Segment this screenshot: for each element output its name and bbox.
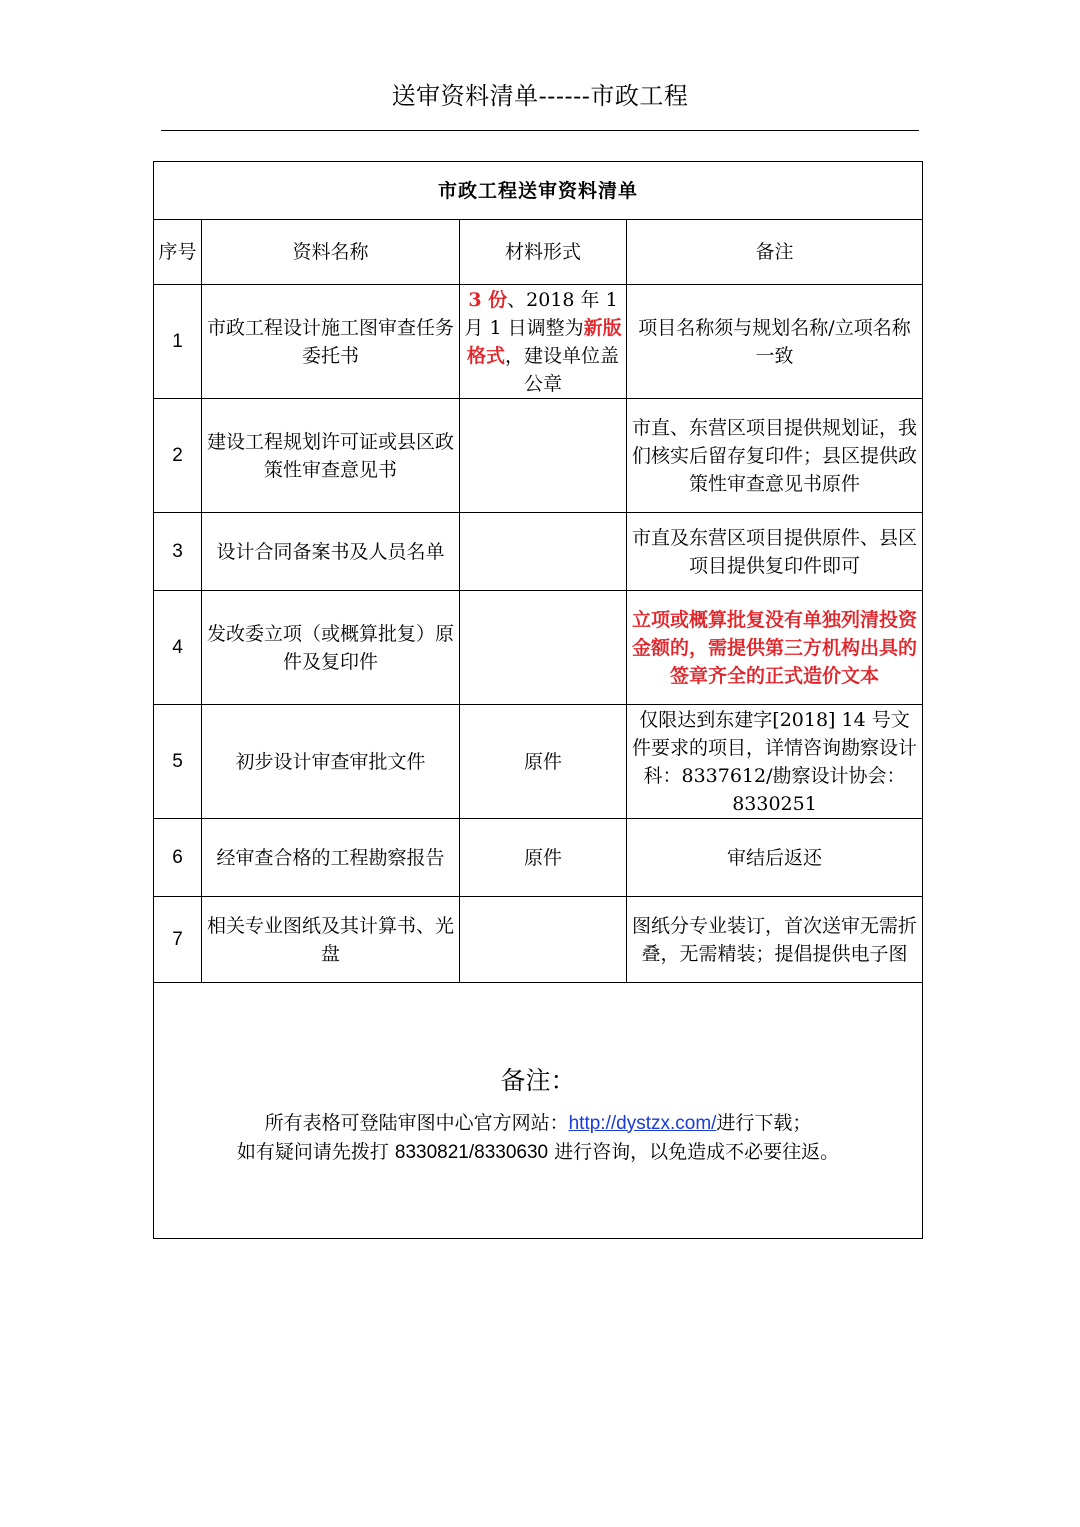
row-seq: 5 xyxy=(154,705,202,819)
row-name: 发改委立项（或概算批复）原件及复印件 xyxy=(202,591,460,705)
header-divider xyxy=(161,130,919,131)
row-remark: 图纸分专业装订，首次送审无需折叠，无需精装；提倡提供电子图 xyxy=(627,897,923,983)
form-copies-emphasis: 3 份 xyxy=(468,288,508,311)
row-form xyxy=(460,285,627,399)
form-date-text: 、2018 年 1 月 1 日调整为 xyxy=(464,288,618,339)
website-link[interactable]: http://dystzx.com/ xyxy=(568,1112,717,1134)
form-new-format-emphasis: 新版格式 xyxy=(466,316,622,367)
table-row xyxy=(154,897,923,983)
row-form: 原件 xyxy=(460,819,627,897)
column-header-name: 资料名称 xyxy=(202,220,460,285)
notes-download-line xyxy=(158,1109,918,1138)
table-title: 市政工程送审资料清单 xyxy=(154,162,923,220)
row-form: 原件 xyxy=(460,705,627,819)
row-name: 设计合同备案书及人员名单 xyxy=(202,513,460,591)
row-remark-emphasis: 立项或概算批复没有单独列清投资金额的，需提供第三方机构出具的签章齐全的正式造价文本 xyxy=(627,591,923,705)
column-header-remark: 备注 xyxy=(627,220,923,285)
notes-section xyxy=(154,983,923,1239)
row-form xyxy=(460,591,627,705)
notes-contact-line xyxy=(158,1138,918,1167)
row-seq: 7 xyxy=(154,897,202,983)
row-remark: 项目名称须与规划名称/立项名称一致 xyxy=(627,285,923,399)
row-seq: 4 xyxy=(154,591,202,705)
contact-phone-numbers: 8330821/8330630 xyxy=(394,1141,549,1163)
column-header-seq: 序号 xyxy=(154,220,202,285)
notes-title: 备注： xyxy=(500,1065,576,1095)
table-header-row xyxy=(154,220,923,285)
row-remark: 市直、东营区项目提供规划证，我们核实后留存复印件；县区提供政策性审查意见书原件 xyxy=(627,399,923,513)
form-seal-text: ，建设单位盖公章 xyxy=(505,344,620,395)
row-remark: 市直及东营区项目提供原件、县区项目提供复印件即可 xyxy=(627,513,923,591)
notes-contact-prefix: 如有疑问请先拨打 xyxy=(236,1140,395,1163)
table-row xyxy=(154,513,923,591)
table-row xyxy=(154,285,923,399)
row-name: 市政工程设计施工图审查任务委托书 xyxy=(202,285,460,399)
row-form xyxy=(460,897,627,983)
notes-download-prefix: 所有表格可登陆审图中心官方网站： xyxy=(264,1111,569,1134)
row-name: 经审查合格的工程勘察报告 xyxy=(202,819,460,897)
row-seq: 1 xyxy=(154,285,202,399)
row-name: 建设工程规划许可证或县区政策性审查意见书 xyxy=(202,399,460,513)
row-remark: 仅限达到东建字[2018] 14 号文件要求的项目，详情咨询勘察设计科：8337612/勘察设计协会：8330251 xyxy=(627,705,923,819)
column-header-form: 材料形式 xyxy=(460,220,627,285)
table-row xyxy=(154,591,923,705)
submission-checklist-table xyxy=(153,161,923,1239)
notes-contact-suffix: 进行咨询，以免造成不必要往返。 xyxy=(548,1140,840,1163)
table-row xyxy=(154,399,923,513)
row-seq: 6 xyxy=(154,819,202,897)
row-remark: 审结后返还 xyxy=(627,819,923,897)
row-form xyxy=(460,399,627,513)
row-seq: 2 xyxy=(154,399,202,513)
page-header-title: 送审资料清单------市政工程 xyxy=(391,82,689,110)
table-row xyxy=(154,819,923,897)
table-row xyxy=(154,705,923,819)
row-name: 相关专业图纸及其计算书、光盘 xyxy=(202,897,460,983)
row-seq: 3 xyxy=(154,513,202,591)
row-form xyxy=(460,513,627,591)
notes-download-suffix: 进行下载； xyxy=(716,1111,812,1134)
row-name: 初步设计审查审批文件 xyxy=(202,705,460,819)
